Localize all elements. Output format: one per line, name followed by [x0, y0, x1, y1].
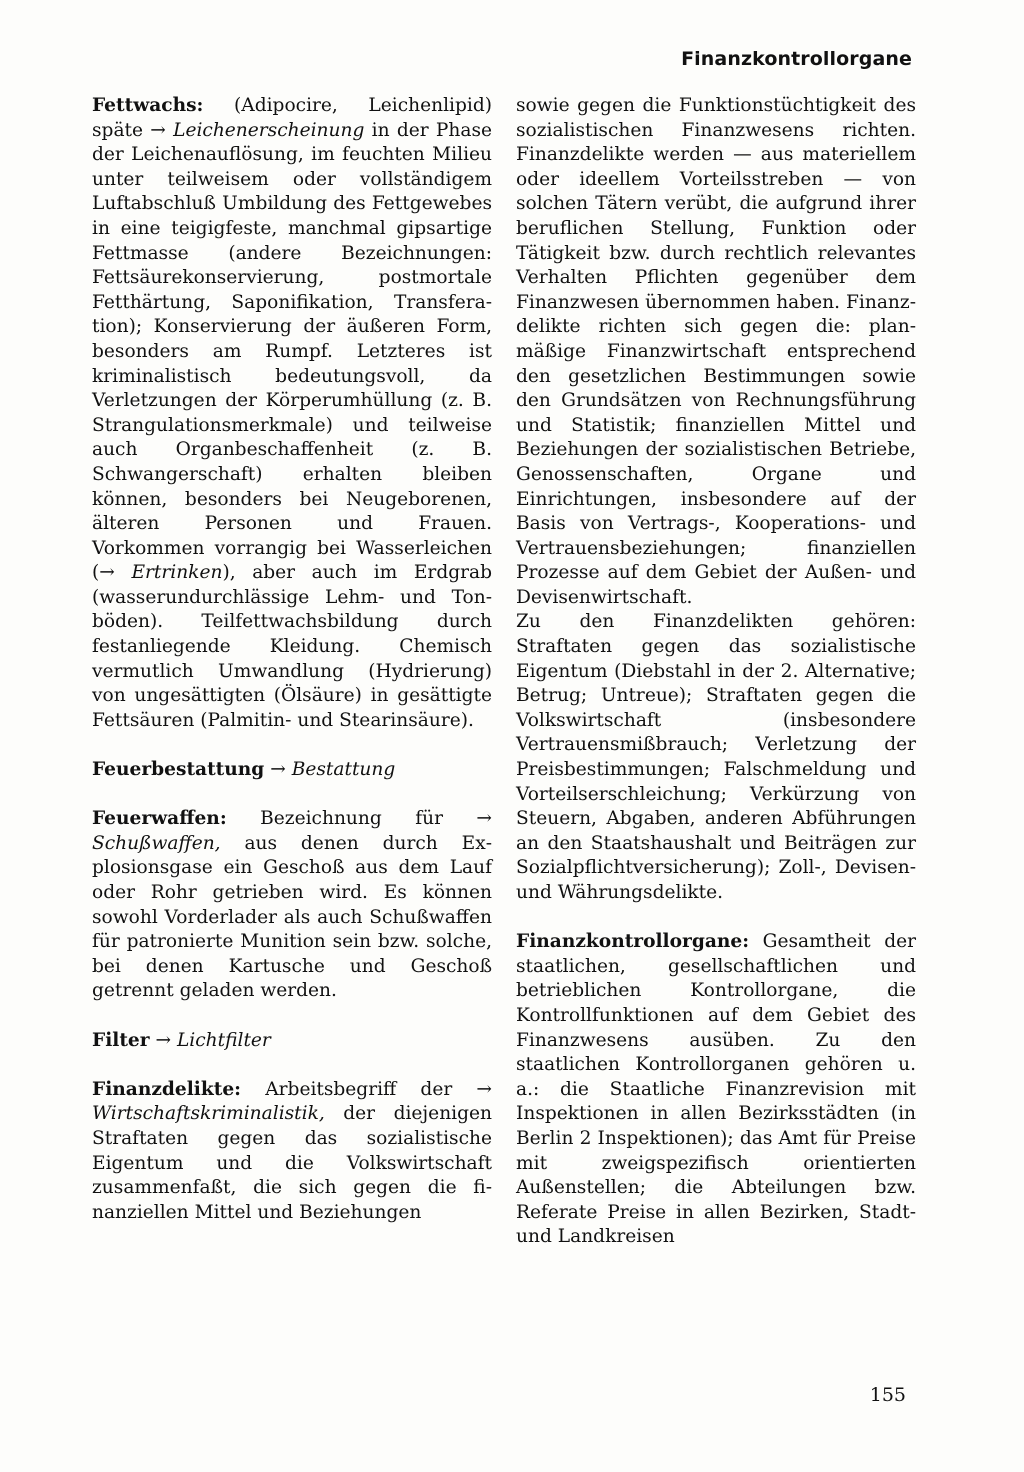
arrow-symbol: →: [264, 759, 292, 781]
entry-term: Feuerwaffen:: [92, 808, 227, 830]
running-head: Finanzkontrollorgane: [681, 48, 912, 70]
entry-text: Arbeitsbegriff der →: [241, 1078, 492, 1100]
entry-feuerbestattung: [92, 758, 492, 783]
entry-text: Gesamtheit der staatlichen, gesellschaftlichen und betrieblichen Kontrollorgane, die Kontrollfunktionen auf dem Gebiet des Finanzwesens ausüben. Zu den staatlichen Kontrollorganen gehören u. a.: die Staatliche Finanzrevision mit Inspektionen in allen Bezirksstädten (in Berlin 2 Inspektionen); das Amt für Preise mit zweigspezifisch orientierten Außenstellen; die Abteilungen bzw. Referate Preise in allen Bezirken, Stadt- und Landkreisen: [516, 931, 916, 1248]
right-column: [516, 94, 916, 1250]
cross-reference: Lichtfilter: [176, 1029, 271, 1051]
entry-finanzdelikte-continued: sowie gegen die Funktionstüchtigkeit des sozialistischen Finanzwesens richten. Finanzdelikte werden — aus materiellem oder ideellem Vorteilsstreben — von solchen Tätern verübt, die aufgrund ihrer beruflichen Stellung, Funktion oder Tätigkeit bzw. durch rechtlich relevantes Verhalten Pflichten gegenüber dem Finanzwesen übernommen haben. Finanzdelikte richten sich gegen die: planmäßige Finanzwirtschaft entsprechend den gesetzlichen Bestimmungen sowie den Grundsätzen von Rechnungsführung und Statistik; finanziellen Mittel und Beziehungen der sozialistischen Betriebe, Genossenschaften, Organe und Einrichtungen, insbesondere auf der Basis von Vertrags-, Kooperations- und Vertrauensbeziehungen; finanziellen Prozesse auf dem Gebiet der Außen- und Devisenwirtschaft.: [516, 95, 916, 608]
arrow-symbol: →: [149, 1029, 177, 1051]
entry-text: der diejenigen Straftaten gegen das sozialistische Eigentum und die Volkswirtschaft zusammenfaßt, die sich gegen die finanziellen Mittel und Beziehungen: [92, 1103, 492, 1223]
entry-finanzdelikte: [92, 1078, 492, 1226]
entry-term: Finanzdelikte:: [92, 1078, 242, 1100]
entry-text: Bezeichnung für →: [226, 808, 492, 830]
cross-reference: Leichenerscheinung: [173, 119, 365, 141]
cross-reference: Ertrinken: [131, 562, 223, 584]
entry-feuerwaffen: [92, 807, 492, 1004]
entry-text: (Adipocire, Leichenlipid) späte →: [92, 95, 492, 141]
entry-term: Filter: [92, 1029, 150, 1051]
entry-finanzdelikte-continued-2: Zu den Finanzdelikten gehören: Straftaten gegen das sozialistische Eigentum (Diebstahl in der 2. Alternative; Betrug; Untreue); Straftaten gegen die Volkswirtschaft (insbesondere Vertrauensmißbrauch; Verletzung der Preisbestimmungen; Falschmeldung und Vorteilserschleichung; Verkürzung von Steuern, Abgaben, anderen Abführungen an den Staatshaushalt und Beiträgen zur Sozialpflichtversicherung); Zoll-, Devisen- und Währungsdelikte.: [516, 611, 916, 903]
entry-filter: [92, 1029, 492, 1054]
entry-finanzkontrollorgane: [516, 930, 916, 1250]
entry-term: Feuerbestattung: [92, 759, 265, 781]
cross-reference: Schußwaffen,: [92, 832, 221, 854]
entry-term: Fettwachs:: [92, 95, 204, 116]
entry-text: ), aber auch im Erdgrab (wasserundurchlässige Lehm- und Tonböden). Teilfettwachsbildung durch festanliegende Kleidung. Chemisch vermutlich Umwandlung (Hydrierung) von ungesättigten (Ölsäure) in gesättigte Fettsäuren (Palmitin- und Stearinsäure).: [92, 562, 493, 731]
entry-text: aus denen durch Explosionsgase ein Geschoß aus dem Lauf oder Rohr getrieben wird. Es können sowohl Vorderlader als auch Schußwaffen für patronierte Munition sein bzw. solche, bei denen Kartusche und Geschoß getrennt geladen werden.: [92, 832, 492, 1002]
left-column: [92, 94, 492, 1225]
entry-fettwachs: [92, 94, 492, 733]
entry-term: Finanzkontrollorgane:: [516, 931, 750, 953]
cross-reference: Bestattung: [291, 759, 396, 781]
entry-text: in der Phase der Leichenauflösung, im feuchten Milieu unter teilweisem oder vollständigem Luftabschluß Umbildung des Fettgewebes in eine teigigfeste, manchmal gipsartige Fettmasse (andere Bezeichnungen: Fettsäurekonservierung, postmortale Fetthärtung, Saponifikation, Transferation); Konservierung der äußeren Form, besonders am Rumpf. Letzteres ist kriminalistisch bedeutungsvoll, da Verletzungen der Körperumhüllung (z. B. Strangulationsmerkmale) und teilweise auch Organbeschaffenheit (z. B. Schwangerschaft) erhalten bleiben können, besonders bei Neugeborenen, älteren Personen und Frauen. Vorkommen vorrangig bei Wasserleichen (→: [92, 119, 492, 584]
cross-reference: Wirtschaftskriminalistik,: [92, 1103, 325, 1125]
page-number: 155: [869, 1384, 906, 1406]
